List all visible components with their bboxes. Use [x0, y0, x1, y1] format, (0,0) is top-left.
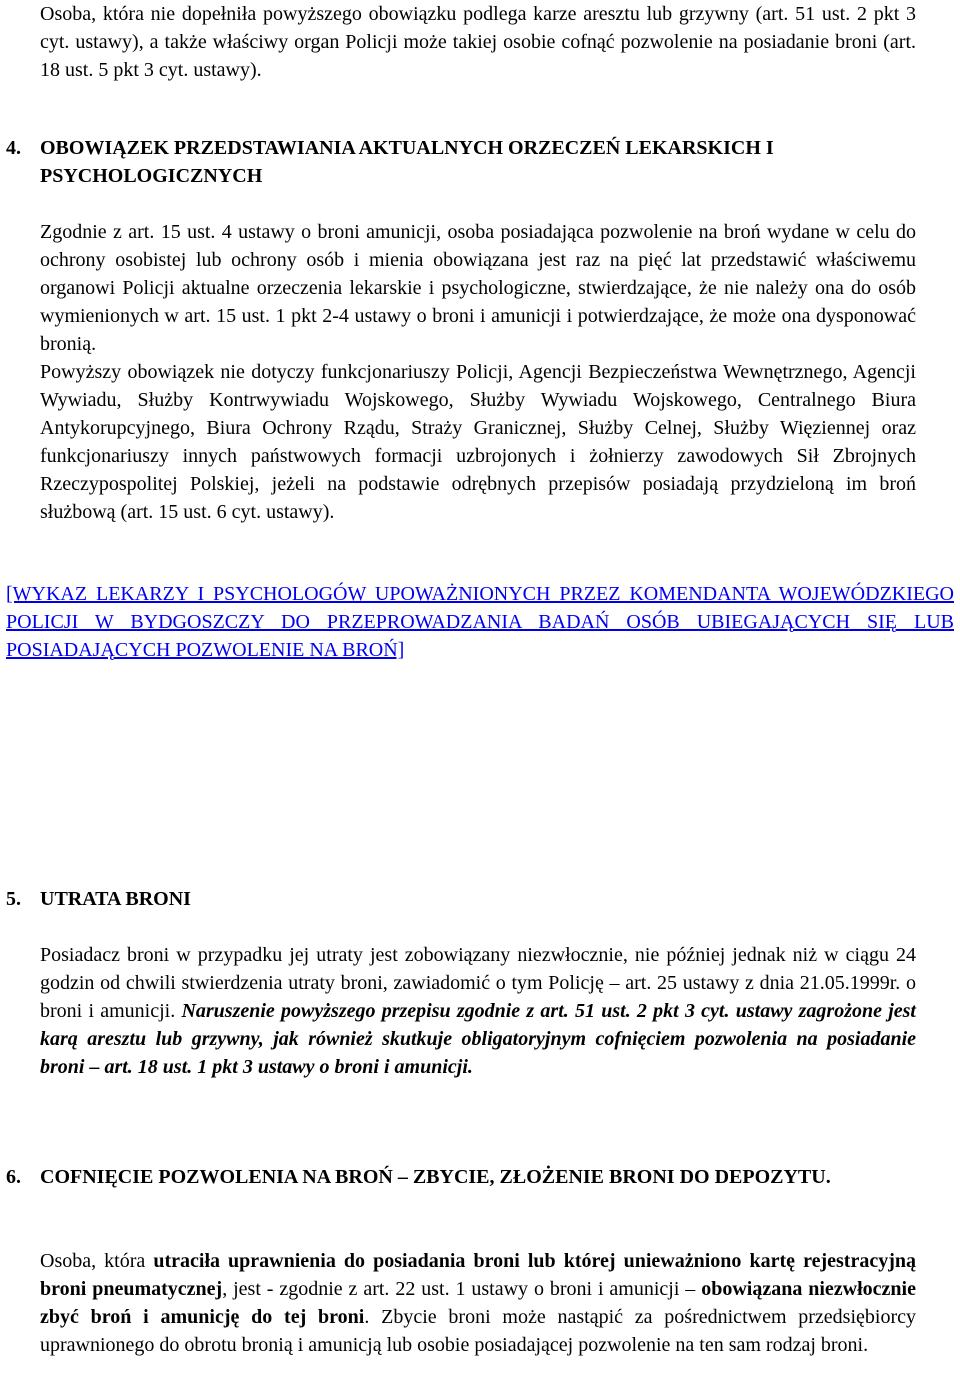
section-5-paragraph [40, 941, 916, 1081]
section-4-title: OBOWIĄZEK PRZEDSTAWIANIA AKTUALNYCH ORZECZEŃ LEKARSKICH I PSYCHOLOGICZNYCH [40, 137, 774, 187]
section-6-number: 6. [6, 1166, 21, 1188]
section-6-bold-1: utraciła uprawnienia do posiadania broni lub której unieważniono kartę rejestracyjną broni pneumatycznej [40, 1250, 916, 1300]
section-5-penalty-text: Naruszenie powyższego przepisu zgodnie z art. 51 ust. 2 pkt 3 cyt. ustawy zagrożone jest karą aresztu lub grzywny, jak również skutkuje obligatoryjnym cofnięciem pozwolenia na posiadanie broni – art. 18 ust. 1 pkt 3 ustawy o broni i amunicji. [40, 1000, 916, 1078]
doctors-list-link[interactable]: [WYKAZ LEKARZY I PSYCHOLOGÓW UPOWAŻNIONYCH PRZEZ KOMENDANTA WOJEWÓDZKIEGO POLICJI W BYDGOSZCZY DO PRZEPROWADZANIA BADAŃ OSÓB UBIEGAJĄCYCH SIĘ LUB POSIADAJĄCYCH POZWOLENIE NA BROŃ] [6, 583, 954, 661]
section-5-number: 5. [6, 888, 21, 910]
section-6-title: COFNIĘCIE POZWOLENIA NA BROŃ – ZBYCIE, ZŁOŻENIE BRONI DO DEPOZYTU. [40, 1166, 831, 1188]
section-6-bold-2: obowiązana niezwłocznie zbyć broń i amunicję do tej broni [40, 1278, 916, 1328]
section-4-paragraph-2: Powyższy obowiązek nie dotyczy funkcjonariuszy Policji, Agencji Bezpieczeństwa Wewnętrznego, Agencji Wywiadu, Służby Kontrwywiadu Wojskowego, Służby Wywiadu Wojskowego, Centralnego Biura Antykorupcyjnego, Biura Ochrony Rządu, Straży Granicznej, Służby Celnej, Służby Więziennej oraz funkcjonariuszy innych państwowych formacji uzbrojonych i żołnierzy zawodowych Sił Zbrojnych Rzeczypospolitej Polskiej, jeżeli na podstawie odrębnych przepisów posiadają przydzieloną im broń służbową (art. 15 ust. 6 cyt. ustawy). [40, 361, 916, 523]
section-6-text-2: , jest - zgodnie z art. 22 ust. 1 ustawy o broni i amunicji – [222, 1278, 702, 1300]
section-6-text-1: Osoba, która [40, 1250, 154, 1272]
section-6-text-3: . Zbycie broni może nastąpić za pośrednictwem przedsiębiorcy uprawnionego do obrotu bronią i amunicją lub osobie posiadającej pozwolenie na ten sam rodzaj broni. [40, 1306, 916, 1356]
section-4-paragraph-1: Zgodnie z art. 15 ust. 4 ustawy o broni amunicji, osoba posiadająca pozwolenie na broń wydane w celu do ochrony osobistej lub ochrony osób i mienia obowiązana jest raz na pięć lat przedstawić właściwemu organowi Policji aktualne orzeczenia lekarskie i psychologiczne, stwierdzające, że nie należy ona do osób wymienionych w art. 15 ust. 1 pkt 2-4 ustawy o broni i amunicji i potwierdzające, że może ona dysponować bronią. [40, 221, 916, 355]
section-6-paragraph [40, 1247, 916, 1359]
intro-paragraph: Osoba, która nie dopełniła powyższego obowiązku podlega karze aresztu lub grzywny (art. 51 ust. 2 pkt 3 cyt. ustawy), a także właściwy organ Policji może takiej osobie cofnąć pozwolenie na posiadanie broni (art. 18 ust. 5 pkt 3 cyt. ustawy). [40, 3, 916, 81]
section-4-number: 4. [6, 137, 21, 159]
section-5-title: UTRATA BRONI [40, 888, 191, 910]
section-5-text: Posiadacz broni w przypadku jej utraty jest zobowiązany niezwłocznie, nie później jednak niż w ciągu 24 godzin od chwili stwierdzenia utraty broni, zawiadomić o tym Policję – art. 25 ustawy z dnia 21.05.1999r. o broni i amunicji. [40, 944, 916, 1022]
